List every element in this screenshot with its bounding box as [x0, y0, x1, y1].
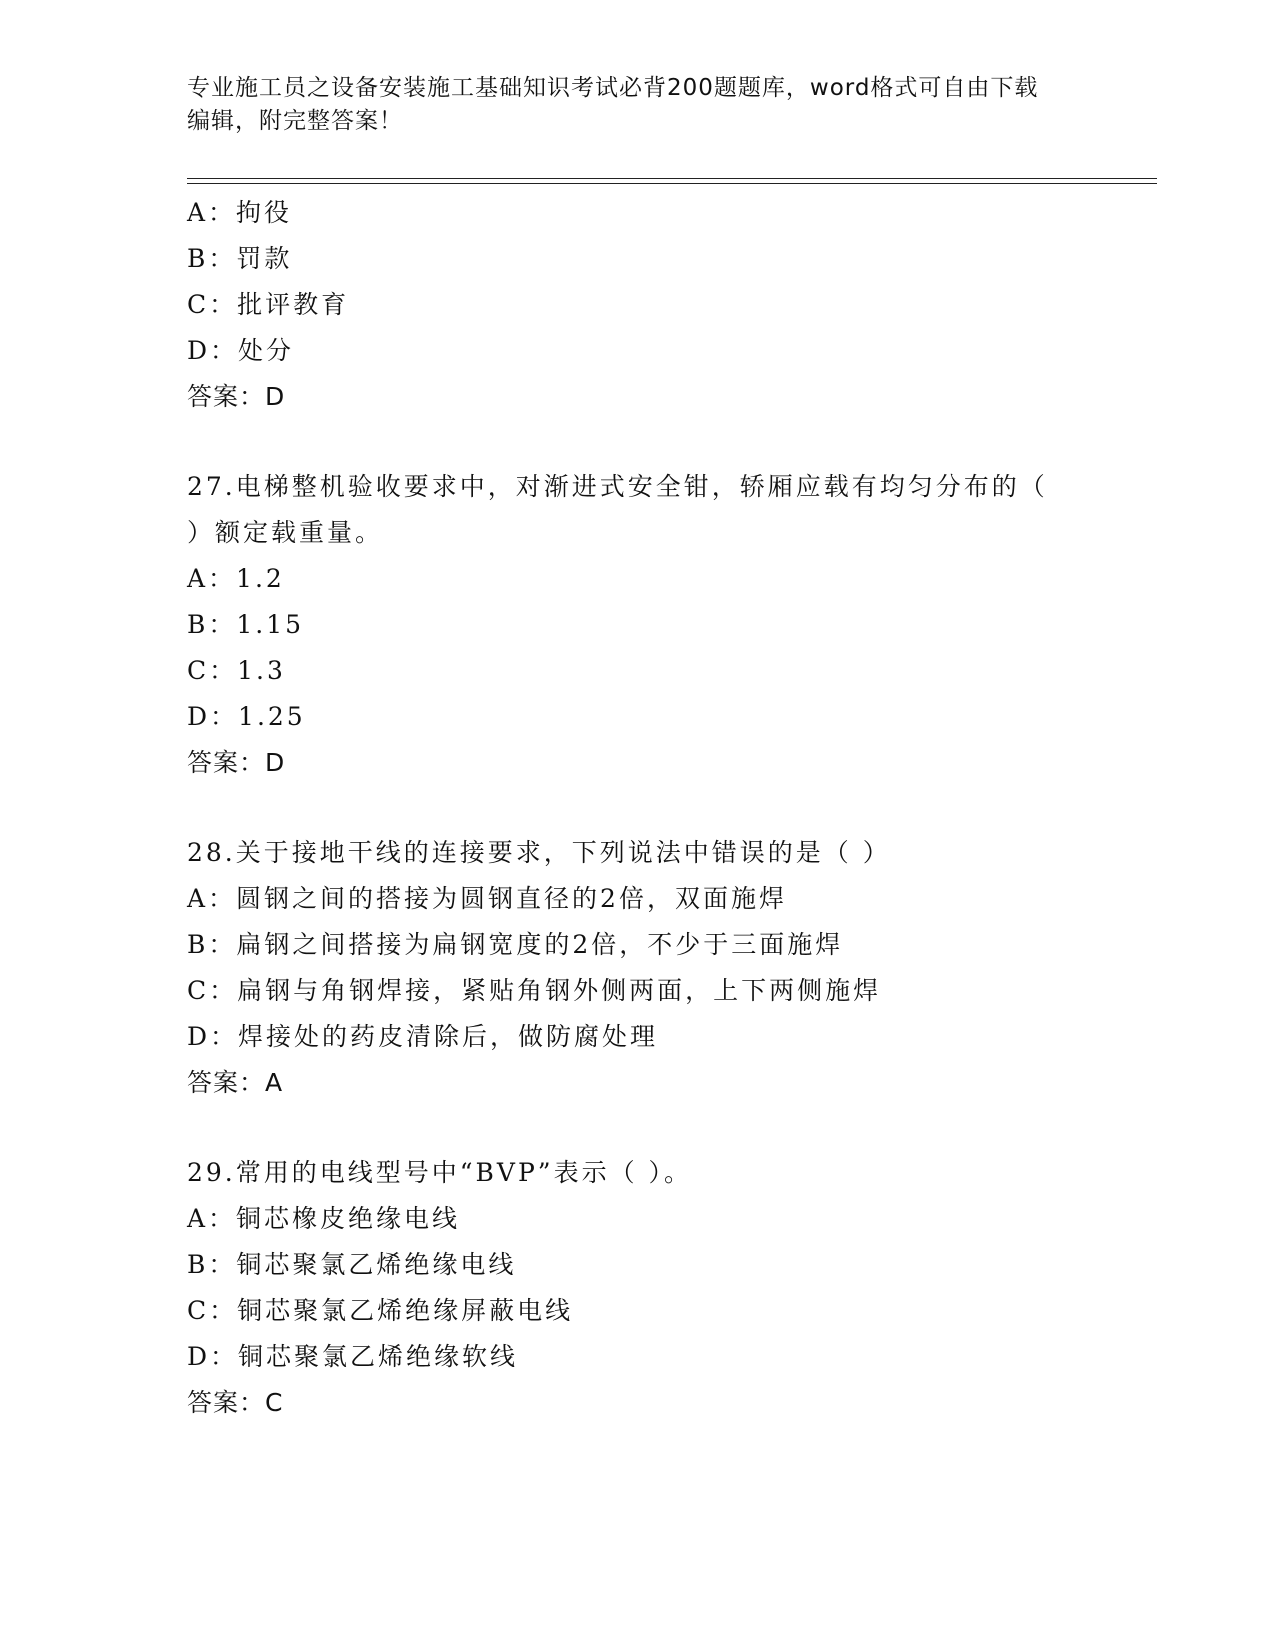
- answer-line: 答案：A: [187, 1068, 284, 1097]
- header-line-2: 编辑，附完整答案！: [187, 108, 403, 134]
- page-header: [187, 72, 1087, 138]
- option-c: C：扁钢与角钢焊接，紧贴角钢外侧两面，上下两侧施焊: [187, 976, 882, 1005]
- option-d: D：处分: [187, 336, 295, 365]
- header-line-1: 专业施工员之设备安装施工基础知识考试必背200题题库，word格式可自由下载: [187, 75, 1039, 101]
- option-b: B：1.15: [187, 610, 305, 639]
- question-block-28: [187, 830, 1157, 1106]
- question-text-continued: ）额定载重量。: [187, 518, 384, 547]
- option-b: B：扁钢之间搭接为扁钢宽度的2倍，不少于三面施焊: [187, 930, 844, 959]
- option-c: C：铜芯聚氯乙烯绝缘屏蔽电线: [187, 1296, 574, 1325]
- header-divider-bottom: [187, 183, 1157, 184]
- option-a: A：圆钢之间的搭接为圆钢直径的2倍，双面施焊: [187, 884, 787, 913]
- question-list: [187, 190, 1157, 1426]
- answer-line: 答案：D: [187, 382, 286, 411]
- option-d: D：铜芯聚氯乙烯绝缘软线: [187, 1342, 519, 1371]
- question-text: 29.常用的电线型号中“BVP”表示（ ）。: [187, 1158, 693, 1187]
- option-c: C：批评教育: [187, 290, 350, 319]
- question-block-29: [187, 1150, 1157, 1426]
- option-d: D：焊接处的药皮清除后，做防腐处理: [187, 1022, 659, 1051]
- option-a: A：1.2: [187, 564, 285, 593]
- option-b: B：铜芯聚氯乙烯绝缘电线: [187, 1250, 517, 1279]
- question-block-prev: [187, 190, 1157, 420]
- option-d: D：1.25: [187, 702, 306, 731]
- header-divider-top: [187, 178, 1157, 179]
- option-a: A：铜芯橡皮绝缘电线: [187, 1204, 461, 1233]
- answer-line: 答案：C: [187, 1388, 284, 1417]
- option-b: B：罚款: [187, 244, 293, 273]
- option-c: C：1.3: [187, 656, 286, 685]
- question-text: 28.关于接地干线的连接要求，下列说法中错误的是（ ）: [187, 838, 891, 867]
- answer-line: 答案：D: [187, 748, 286, 777]
- question-text: 27.电梯整机验收要求中，对渐进式安全钳，轿厢应载有均匀分布的（: [187, 472, 1048, 501]
- option-a: A：拘役: [187, 198, 293, 227]
- question-block-27: [187, 464, 1157, 786]
